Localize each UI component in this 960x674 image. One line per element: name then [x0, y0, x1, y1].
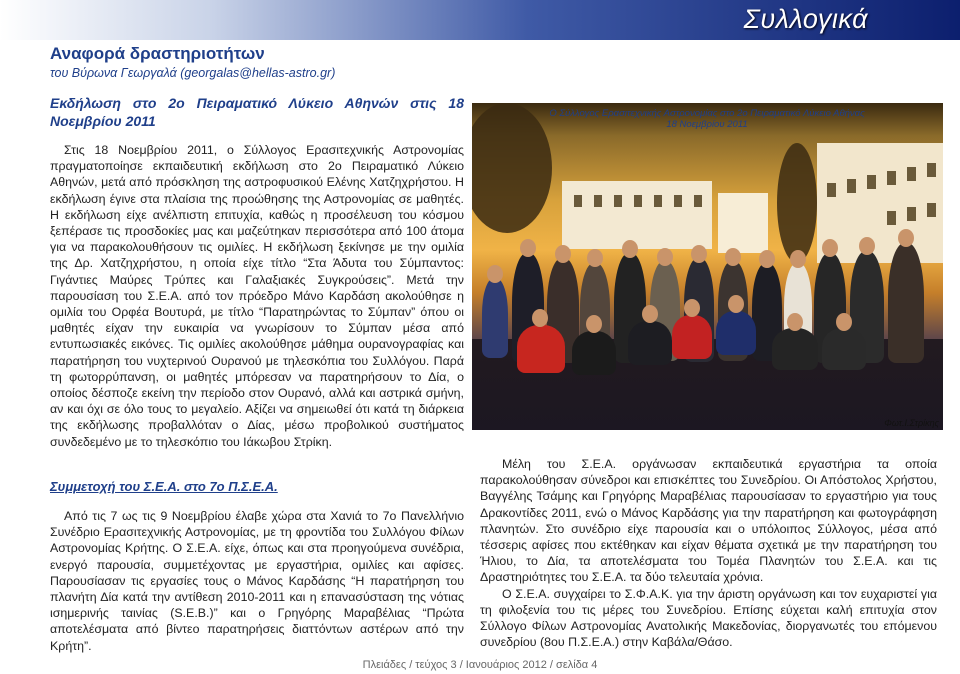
event-heading: Εκδήλωση στο 2ο Πειραματικό Λύκειο Αθηνών στις 18 Νοεμβρίου 2011 [50, 95, 464, 129]
right-paragraph-2: Ο Σ.Ε.Α. συγχαίρει το Σ.Φ.Α.Κ. για την άριστη οργάνωση και τον ευχαριστεί για τη φιλοξενία του τις μέρες του Συνεδρίου. Επίσης εύχεται καλή επιτυχία στον Σύλλογο Φίλων Αστρονομίας Ανατολικής Μακεδονίας, διοργανωτές του επόμενου συνεδρίου (8ου Π.Σ.Ε.Α.) στην Καβάλα/Θάσο. [480, 586, 937, 650]
page-footer: Πλειάδες / τεύχος 3 / Ιανουάριος 2012 / σελίδα 4 [362, 659, 598, 671]
conference-article-continued [480, 456, 937, 650]
byline-suffix: ) [331, 66, 336, 80]
photo-caption [472, 108, 942, 130]
participation-body-text: Από τις 7 ως τις 9 Νοεμβρίου έλαβε χώρα στα Χανιά το 7ο Πανελλήνιο Συνέδριο Ερασιτεχνικής Αστρονομίας, με τη φροντίδα του Συλλόγου Φίλων Αστρονομίας Κρήτης. Ο Σ.Ε.Α. είχε, όπως και στα προηγούμενα συνέδρια, ενεργό παρουσία, συμμετέχοντας με εργαστήρια, ομιλίες και αφίσες. Παρουσίασαν τις εργασίες τους ο Μάνος Καρδάσης “Η παρατήρηση του πλανήτη Δία κατά την αντίθεση 2010-2011 και η επανασύσταση της νότιας ισημερινής ταινίας (S.E.B.)” και ο Γρηγόρης Μαραβέλιας “Πρώτα αποτελέσματα από βίντεο παρατηρήσεις διαττόντων αστέρων από την Κρήτη”. [50, 509, 464, 653]
author-byline [50, 66, 335, 80]
event-article [50, 142, 464, 450]
author-email-link[interactable]: georgalas@hellas-astro.gr [184, 66, 332, 80]
group-photo [472, 103, 943, 430]
photo-credit: Φωτ.Ι.Στρίκης [884, 418, 939, 428]
page-title: Αναφορά δραστηριοτήτων [50, 44, 265, 63]
byline-prefix: του Βύρωνα Γεωργαλά ( [50, 66, 185, 80]
section-header-title: Συλλογικά [743, 4, 868, 34]
photo-caption-line1: Ο Σύλλογος Ερασιτεχνικής Αστρονομίας στο 2ο Πειραματικό Λύκειο Αθήνας [549, 108, 865, 119]
header-bar [0, 0, 960, 40]
right-paragraph-1: Μέλη του Σ.Ε.Α. οργάνωσαν εκπαιδευτικά εργαστήρια τα οποία παρακολούθησαν σύνεδροι και επισκέπτες του Συνεδρίου. Οι Απόστολος Χρήστου, Βαγγέλης Τσάμης και Γρηγόρης Μαραβέλιας παρουσίασαν το εργαστήριο για τους Δρακοντίδες 2011, ενώ ο Μάνος Καρδάσης για την παρατήρηση και φωτογράφηση πλανητών. Στο συνέδριο είχε παρουσία και ο υπόλοιπος Σύλλογος, μέσα από τέσσερις αφίσες που εκτέθηκαν και είχαν θέματα σχετικά με την παρατήρηση του Ήλιου, το Δία, τα αποτελέσματα του Τομέα Πλανητών του Σ.Ε.Α. και τις Δραστηριότητες του Σ.Ε.Α. τα δύο τελευταία χρόνια. [480, 457, 937, 585]
photo-caption-line2: 18 Νοεμβρίου 2011 [666, 119, 748, 130]
participation-heading: Συμμετοχή του Σ.Ε.Α. στο 7ο Π.Σ.Ε.Α. [50, 479, 278, 494]
event-body-text: Στις 18 Νοεμβρίου 2011, ο Σύλλογος Ερασιτεχνικής Αστρονομίας πραγματοποίησε εκπαιδευτική εκδήλωση στο 2ο Πειραματικό Λύκειο Αθηνών, μετά από πρόσκληση της αστροφυσικού Ελένης Χατζηχρήστου. Η εκδήλωση έγινε στα πλαίσια της προώθησης της Αστρονομίας σε μαθητές. Η εκδήλωση είχε ανέλπιστη επιτυχία, καθώς η προσέλευση του κόσμου ξεπέρασε τις προσδοκίες μας και μαζεύτηκαν περισσότερα από 100 άτομα για να παρακολουθήσουν τις ομιλίες. Η εκδήλωση ξεκίνησε με την ομιλία της Δρ. Χατζηχρήστου, η οποία είχε τίτλο “Στα Άδυτα του Σύμπαντος: Γιγάντιες Μαύρες Τρύπες και Γαλαξιακές Συγκρούσεις”. Μετά την παρουσίαση του Σ.Ε.Α. από τον πρόεδρο Μάνο Καρδάση ακολούθησε η ομιλία του Ορφέα Βουτυρά, με τίτλο “Παρατηρώντας το Σύμπαν” όπου οι μαθητές είχαν την ευκαιρία να γνωρίσουν το Σύμπαν μέσα από εντυπωσιακές εικόνες. Τις ομιλίες ακολούθησε μάθημα ουρανογραφίας και παρατήρηση του νυχτερινού Ουρανού με τηλεσκόπια του Συλλόγου. Παρά τη φωτορρύπανση, οι μαθητές μπόρεσαν να παρατηρήσουν το Δία, ο οποίος δέσποζε εκείνη την περίοδο στον Ουρανό, αλλά και αστρικά σμήνη, αν και όχι σε όλο τους το μεγαλείο. Αξίζει να σημειωθεί ότι κατά τη διάρκεια της εκδήλωσης προβαλλόταν ο Δίας, μέσω προβολικού συστήματος συνδεδεμένο με το τηλεσκόπιο του Ιάκωβου Στρίκη. [50, 143, 464, 449]
participation-article [50, 508, 464, 654]
